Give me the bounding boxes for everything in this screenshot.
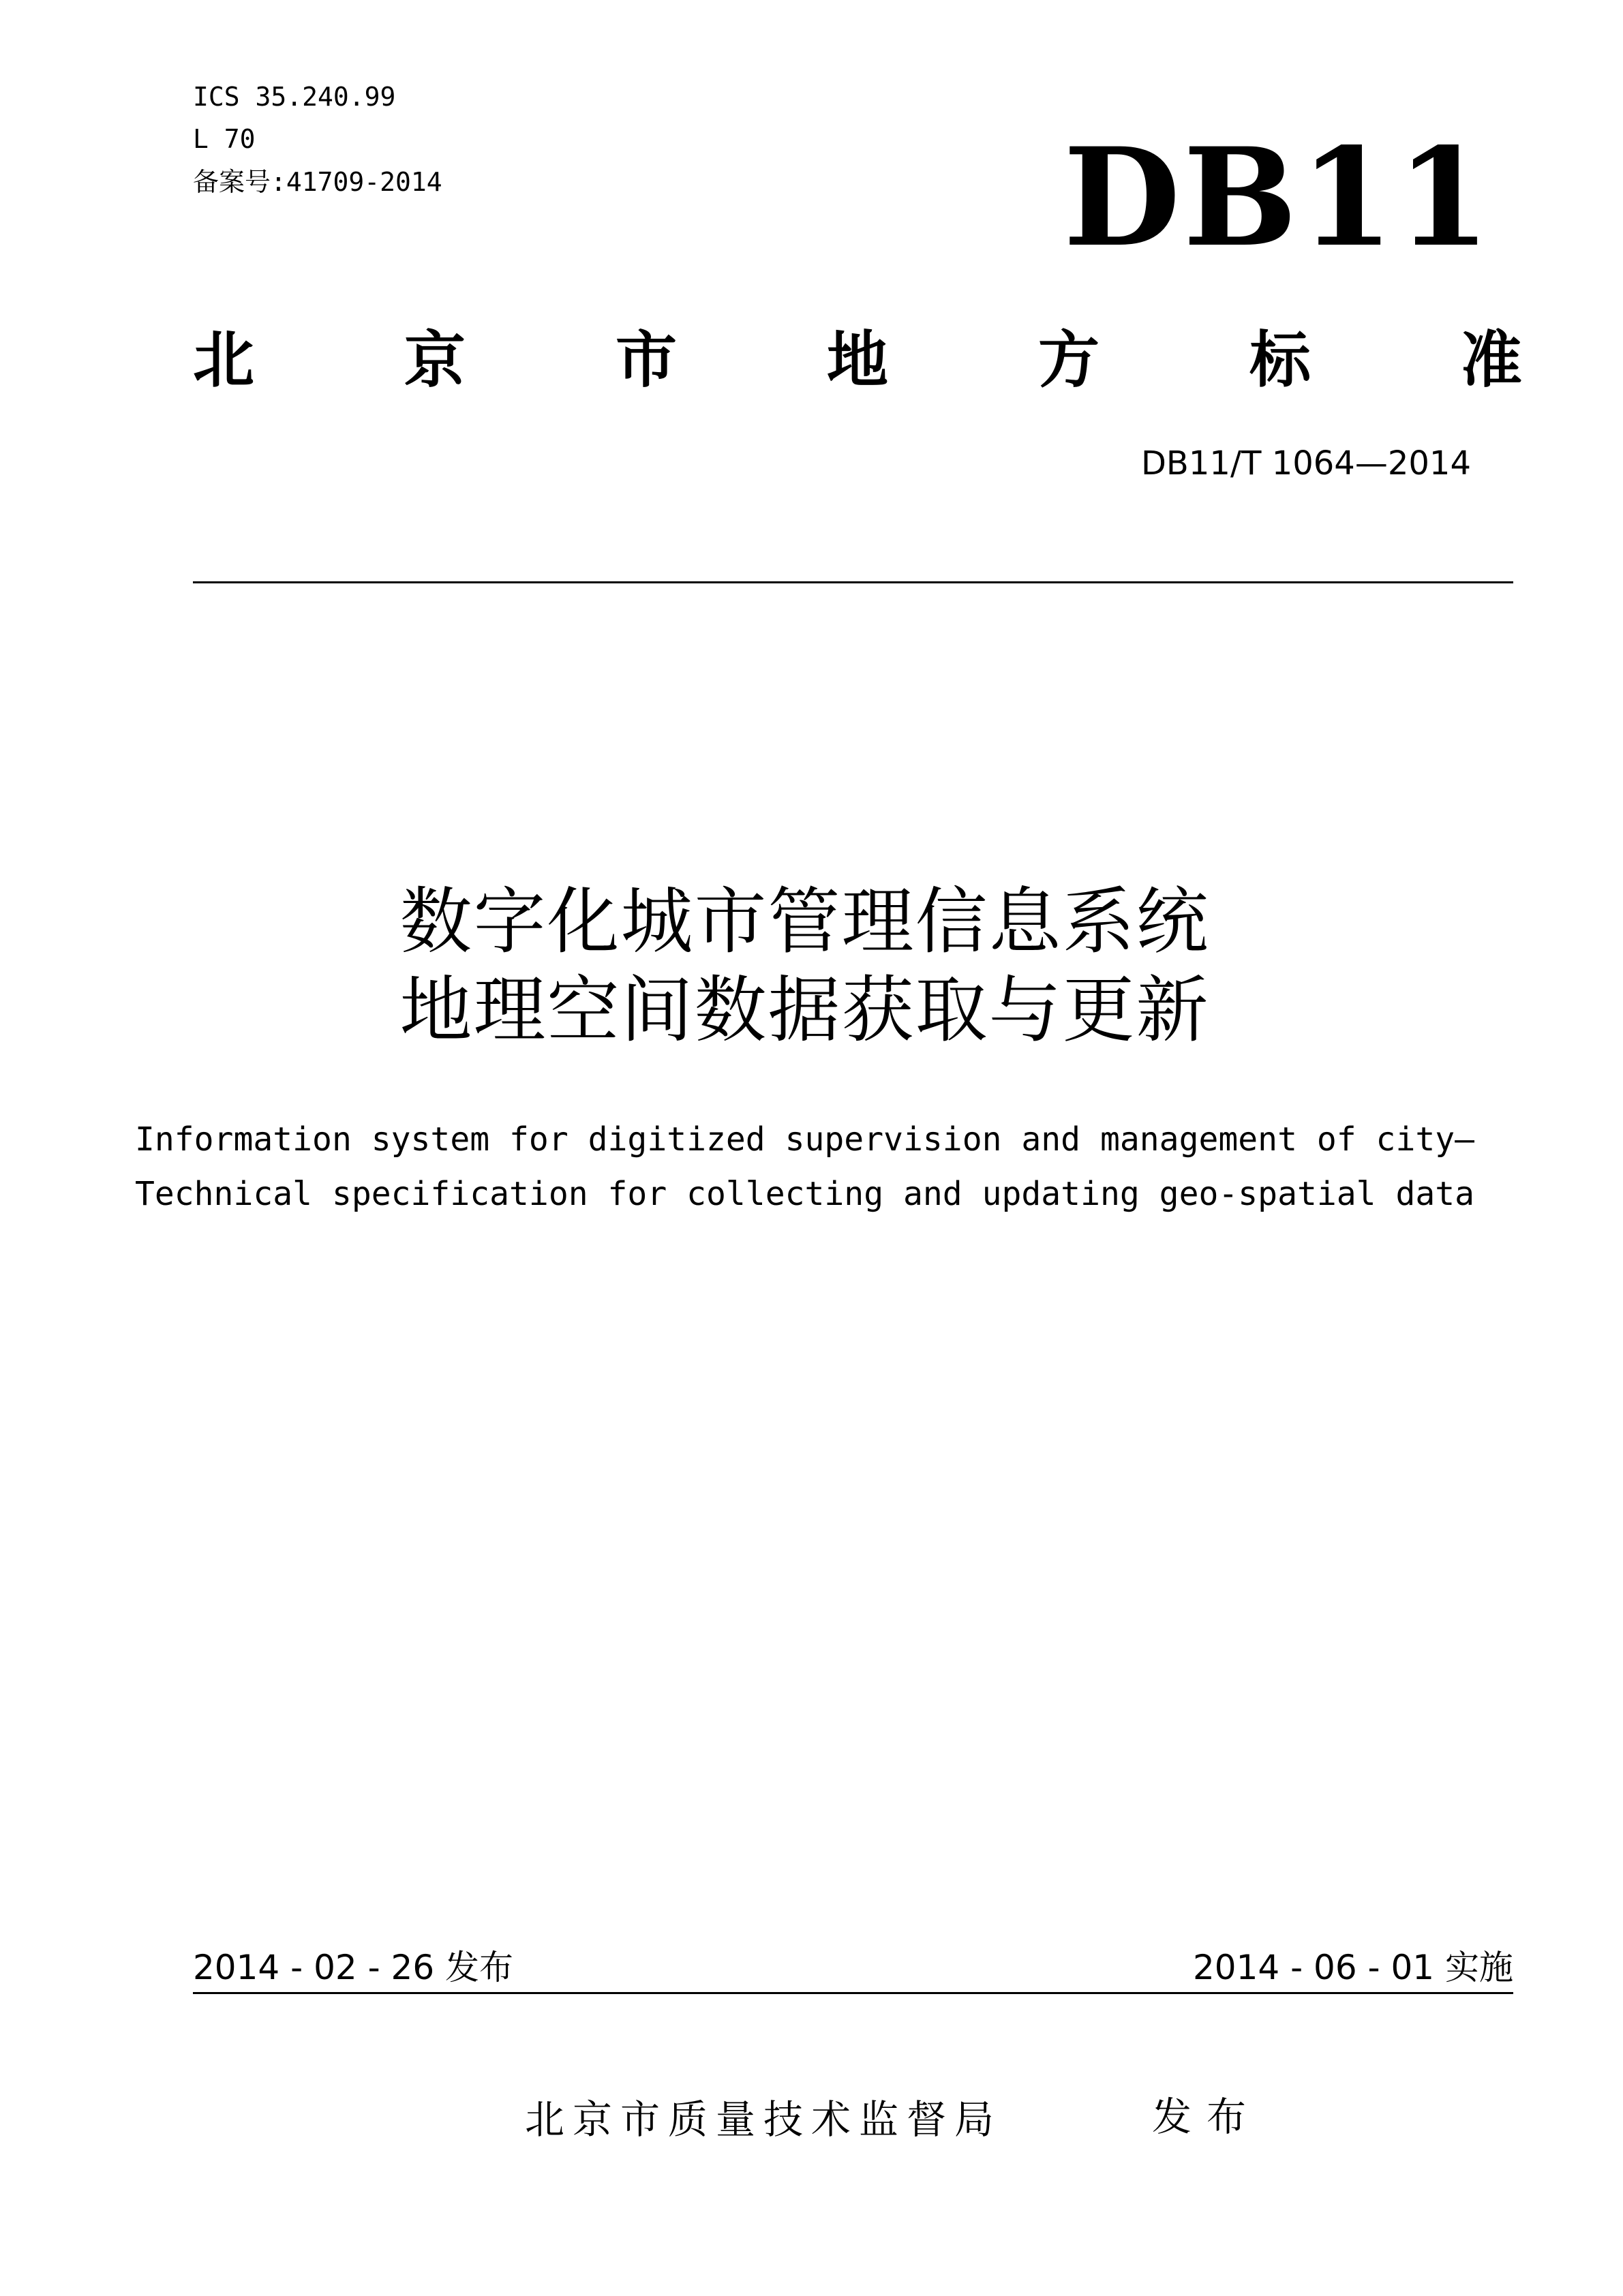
standard-type-char: 北 (193, 324, 254, 396)
top-divider (193, 581, 1513, 583)
title-english-line-1: Information system for digitized supervision and management of city— (134, 1120, 1475, 1159)
issue-date: 2014 - 02 - 26 发布 (193, 1948, 514, 1987)
classification-code: L 70 (193, 124, 256, 154)
title-chinese-line-2: 地理空间数据获取与更新 (399, 968, 1210, 1052)
publisher-name: 北京市质量技术监督局 (525, 2096, 1003, 2143)
standard-type-char: 方 (1038, 324, 1099, 396)
standard-type-char: 市 (616, 324, 677, 396)
standard-type-char: 地 (827, 324, 888, 396)
title-english-line-2: Technical specification for collecting and updating geo-spatial data (134, 1175, 1475, 1213)
bottom-divider (193, 1992, 1513, 1994)
title-chinese-line-1: 数字化城市管理信息系统 (399, 880, 1210, 964)
record-number: 备案号:41709-2014 (193, 167, 442, 197)
standard-number: DB11/T 1064—2014 (1140, 444, 1471, 483)
db11-logo: DB11 (1063, 118, 1493, 277)
standard-type-char: 京 (404, 324, 466, 396)
standard-type-heading (193, 317, 1522, 396)
standard-type-char: 准 (1461, 324, 1522, 396)
ics-code: ICS 35.240.99 (193, 82, 396, 112)
publish-label: 发布 (1152, 2094, 1262, 2140)
standard-type-char: 标 (1249, 324, 1311, 396)
effective-date: 2014 - 06 - 01 实施 (1192, 1948, 1513, 1987)
